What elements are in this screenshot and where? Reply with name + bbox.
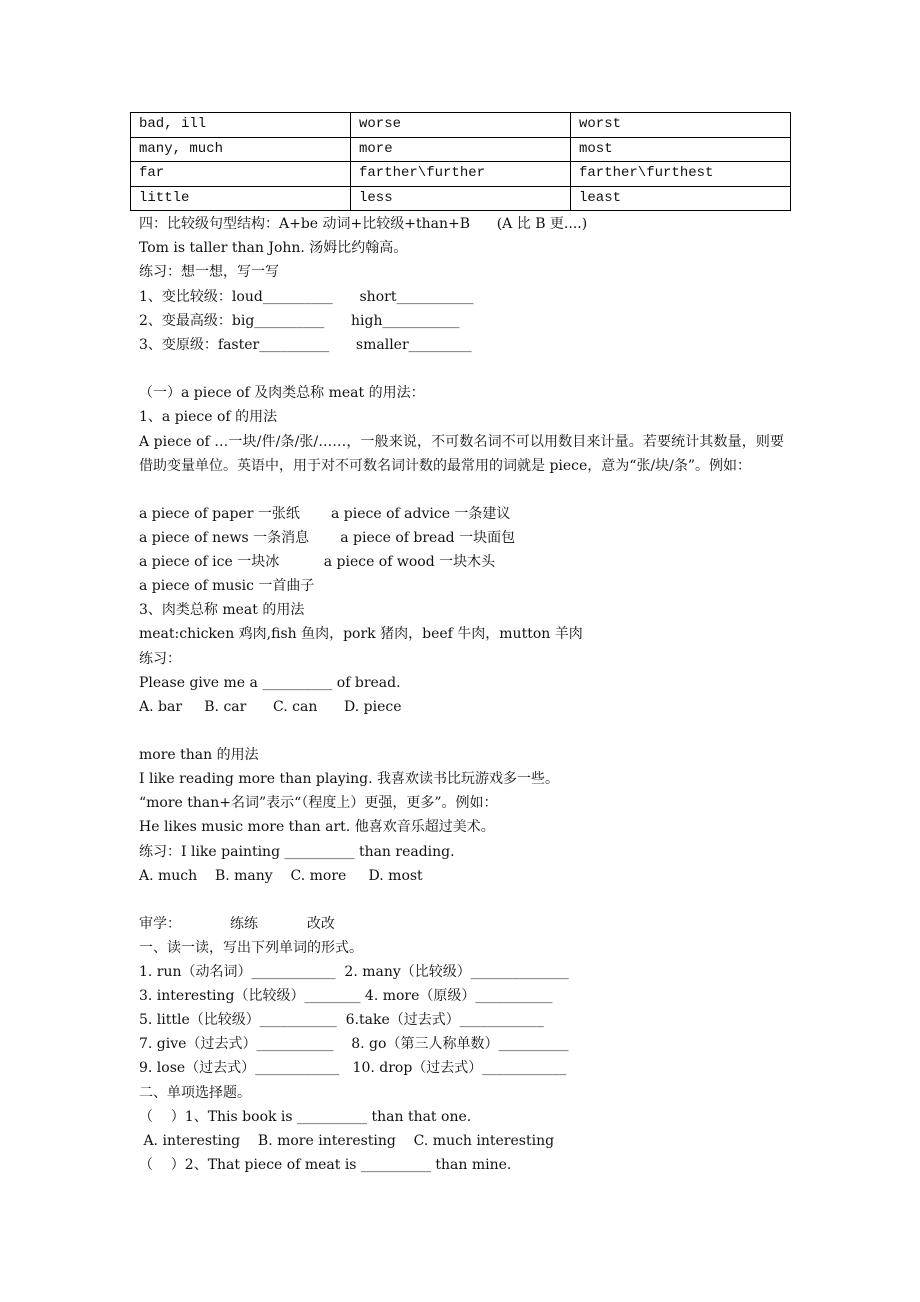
subsection-heading: 3、肉类总称 meat 的用法 xyxy=(139,602,305,618)
exercise-item: 3、变原级：faster__________ smaller_________ xyxy=(139,337,472,353)
table-cell: little xyxy=(131,186,351,211)
word-form-item: 7. give（过去式）___________ 8. go（第三人称单数）__________ xyxy=(139,1036,569,1052)
word-form-item: 1. run（动名词）____________ 2. many（比较级）______________ xyxy=(139,964,569,980)
table-cell: most xyxy=(571,137,791,162)
table-row xyxy=(131,113,791,138)
part-heading: 二、单项选择题。 xyxy=(139,1085,251,1101)
example-sentence: He likes music more than art. 他喜欢音乐超过美术。 xyxy=(139,819,495,835)
table-row xyxy=(131,186,791,211)
section-heading: more than 的用法 xyxy=(139,747,259,763)
table-cell: less xyxy=(351,186,571,211)
example-line: a piece of ice 一块冰 a piece of wood 一块木头 xyxy=(139,554,496,570)
table-cell: farther\furthest xyxy=(571,162,791,187)
choice-question: （ ）2、That piece of meat is __________ than mine. xyxy=(139,1157,512,1173)
exercise-question: Please give me a __________ of bread. xyxy=(139,675,401,691)
part-heading: 一、读一读，写出下列单词的形式。 xyxy=(139,940,363,956)
table-cell: farther\further xyxy=(351,162,571,187)
table-row xyxy=(131,162,791,187)
exercise-heading: 练习：想一想，写一写 xyxy=(139,264,279,280)
table-cell: worst xyxy=(571,113,791,138)
exercise-item: 2、变最高级：big__________ high___________ xyxy=(139,313,460,329)
word-form-item: 5. little（比较级）___________ 6.take（过去式）____________ xyxy=(139,1012,544,1028)
exercise-heading: 练习： xyxy=(139,651,181,667)
table-cell: many, much xyxy=(131,137,351,162)
example-line: a piece of paper 一张纸 a piece of advice 一条建议 xyxy=(139,506,511,522)
table-cell: least xyxy=(571,186,791,211)
comparative-structure-heading: 四：比较级句型结构：A+be 动词+比较级+than+B (A 比 B 更....) xyxy=(139,216,588,232)
exercise-item: 1、变比较级：loud__________ short___________ xyxy=(139,289,474,305)
table-cell: bad, ill xyxy=(131,113,351,138)
choice-options: A. interesting B. more interesting C. much interesting xyxy=(139,1133,555,1149)
meat-list: meat:chicken 鸡肉,fish 鱼肉，pork 猪肉，beef 牛肉，mutton 羊肉 xyxy=(139,626,583,642)
exercise-question: 练习：I like painting __________ than reading. xyxy=(139,844,455,860)
word-form-item: 9. lose（过去式）____________ 10. drop（过去式）____________ xyxy=(139,1060,567,1076)
exercise-options: A. much B. many C. more D. most xyxy=(139,868,423,884)
table-row xyxy=(131,137,791,162)
explanation-line: “more than+名词”表示“（程度上）更强，更多”。例如： xyxy=(139,795,498,811)
example-sentence: Tom is taller than John. 汤姆比约翰高。 xyxy=(139,240,408,256)
choice-question: （ ）1、This book is __________ than that one. xyxy=(139,1109,472,1125)
table-cell: more xyxy=(351,137,571,162)
comparison-forms-table xyxy=(130,112,791,211)
section-heading: 审学： 练练 改改 xyxy=(139,916,335,932)
exercise-options: A. bar B. car C. can D. piece xyxy=(139,699,402,715)
explanation-paragraph: A piece of …一块/件/条/张/……，一般来说，不可数名词不可以用数目来计量。若要统计其数量，则要借助变量单位。英语中，用于对不可数名词计数的最常用的词就是 piece，意为“张/块/条”。例如： xyxy=(139,434,784,475)
example-line: a piece of music 一首曲子 xyxy=(139,578,315,594)
section-heading: （一）a piece of 及肉类总称 meat 的用法： xyxy=(139,385,425,401)
table-cell: far xyxy=(131,162,351,187)
example-sentence: I like reading more than playing. 我喜欢读书比玩游戏多一些。 xyxy=(139,771,559,787)
subsection-heading: 1、a piece of 的用法 xyxy=(139,409,278,425)
table-cell: worse xyxy=(351,113,571,138)
word-form-item: 3. interesting（比较级）________ 4. more（原级）___________ xyxy=(139,988,553,1004)
example-line: a piece of news 一条消息 a piece of bread 一块面包 xyxy=(139,530,516,546)
